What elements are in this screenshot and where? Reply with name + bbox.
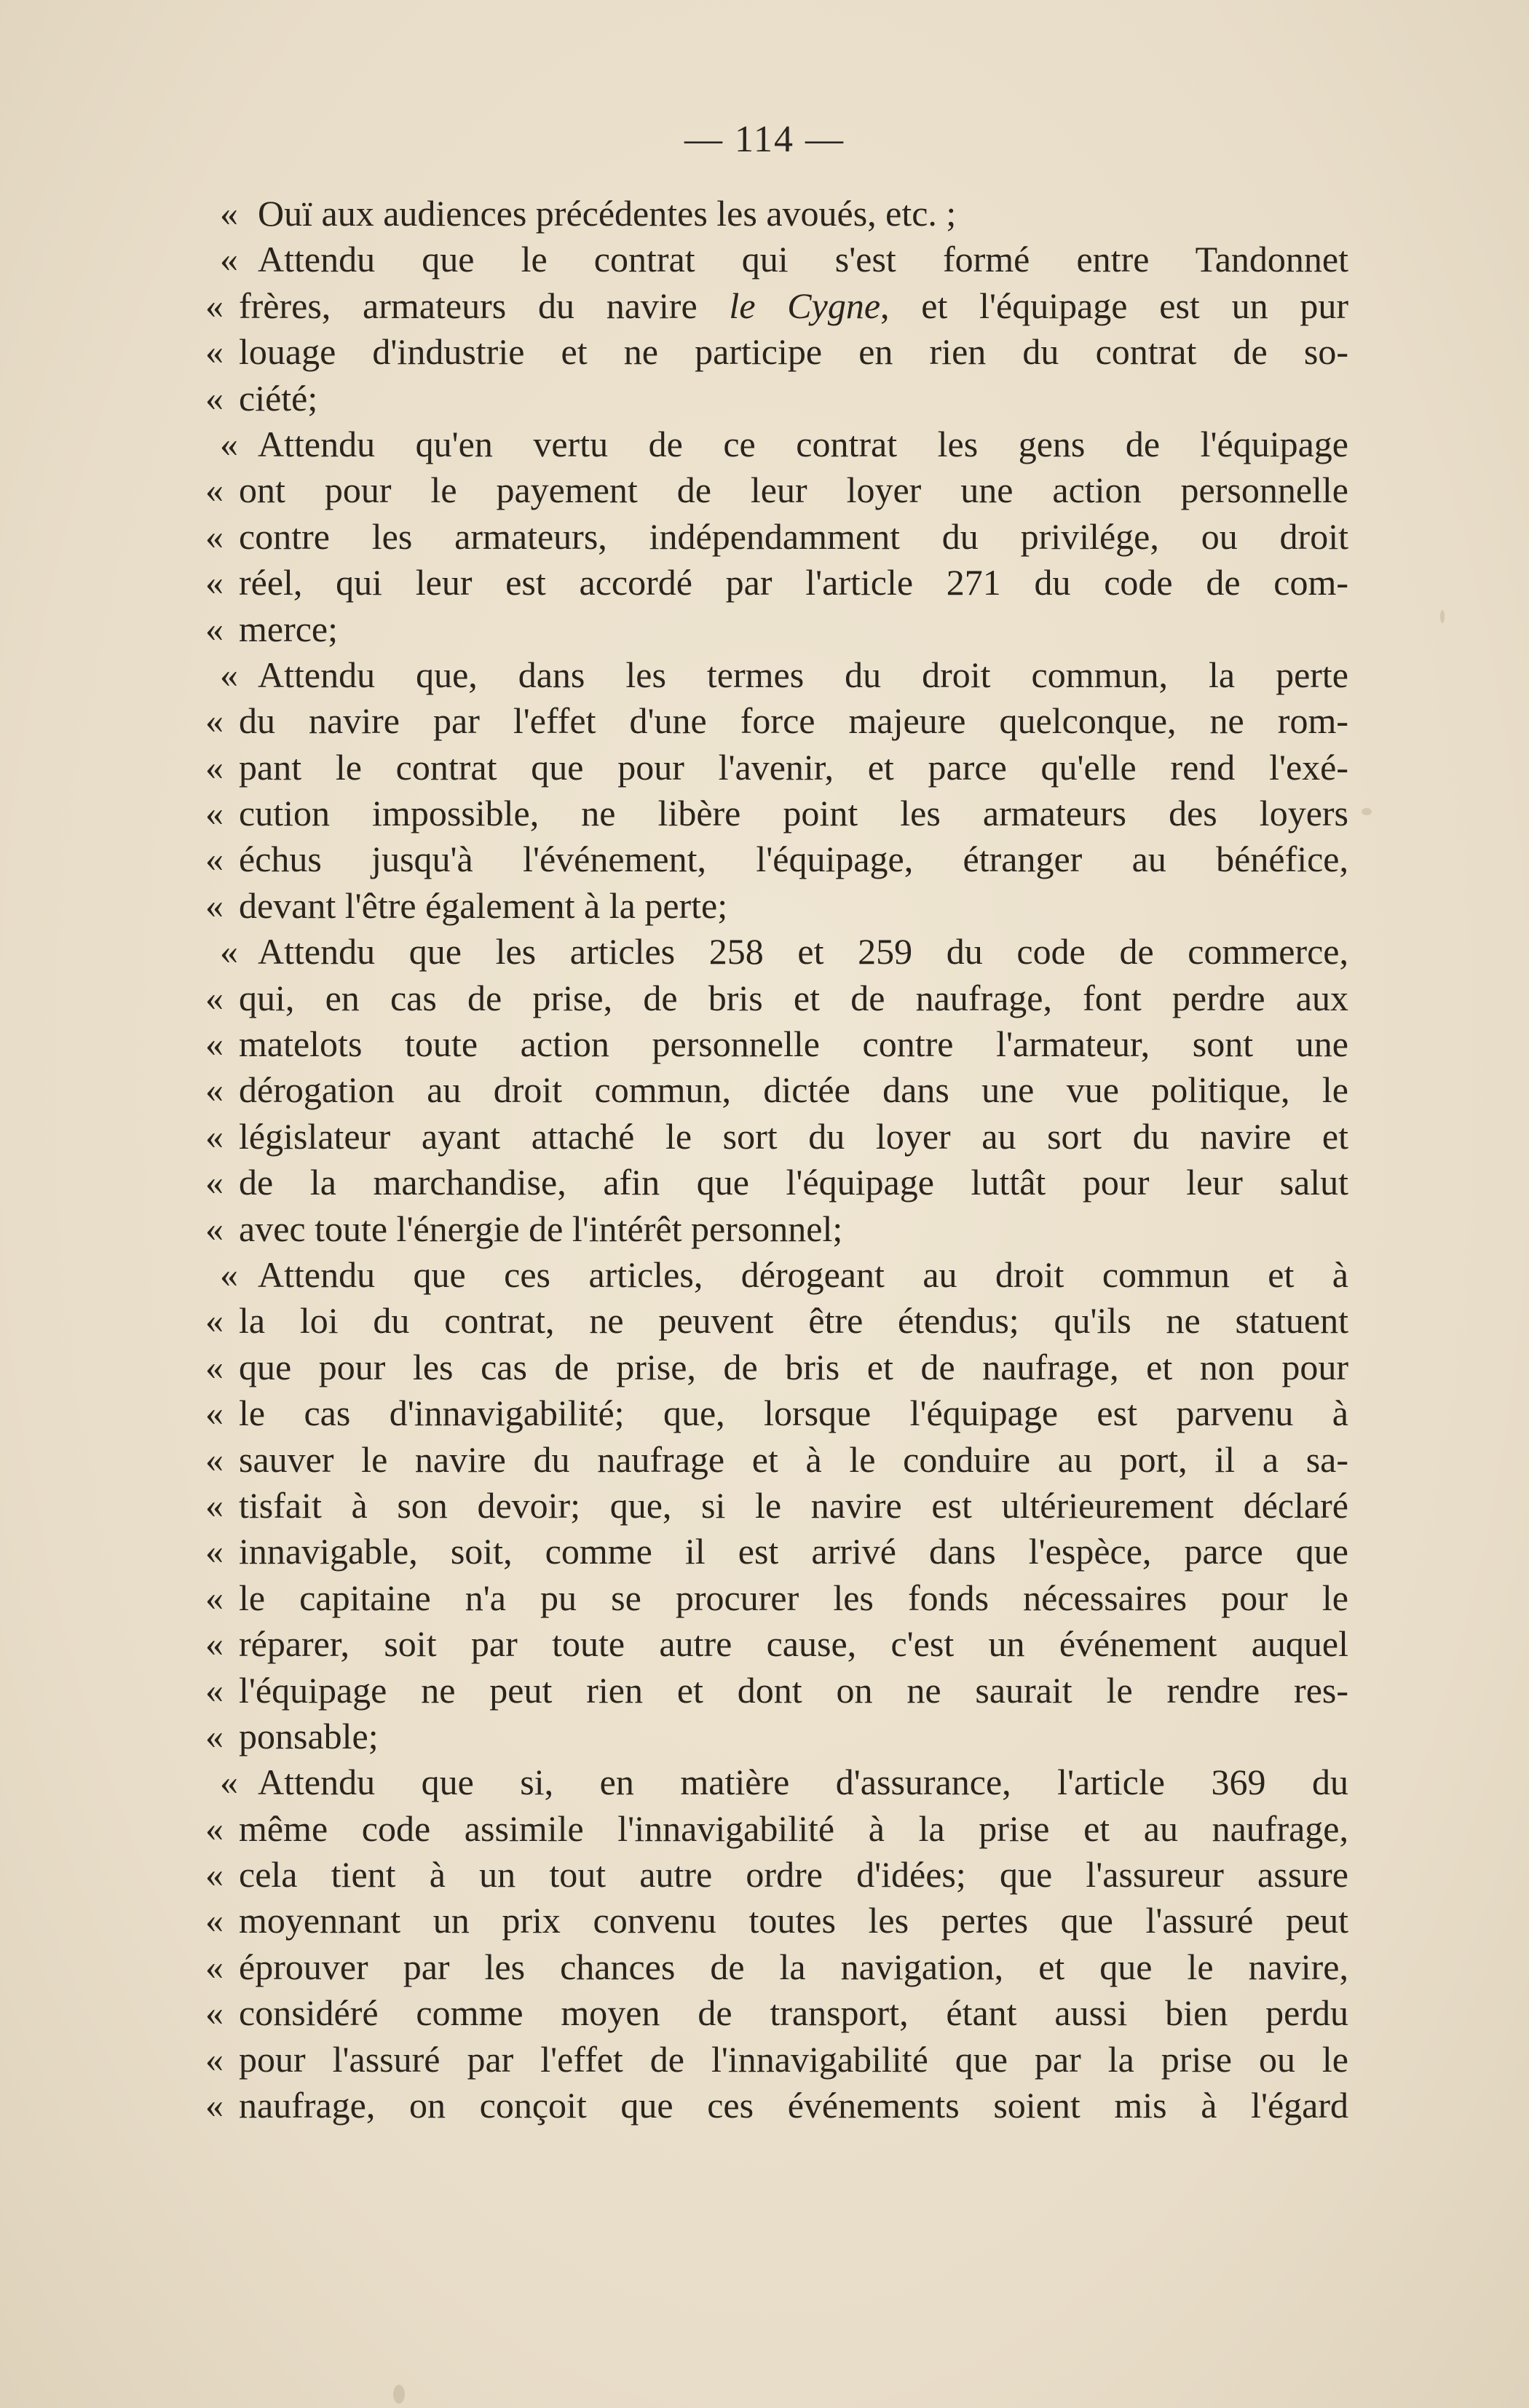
line-text: échus jusqu'à l'événement, l'équipage, étranger au bénéfice,: [239, 839, 1348, 880]
quote-mark: «: [205, 1946, 224, 1987]
quote-mark: «: [205, 1807, 224, 1849]
line-text: sauver le navire du naufrage et à le conduire au port, il a sa-: [239, 1438, 1348, 1480]
quote-mark: «: [220, 423, 238, 464]
line-text: du navire par l'effet d'une force majeure quelconque, ne rom-: [239, 700, 1348, 742]
text-line: [205, 836, 1348, 882]
text-line: [205, 1298, 1348, 1344]
text-line: [205, 1575, 1348, 1621]
line-text: pour l'assuré par l'effet de l'innavigabilité que par la prise ou le: [239, 2038, 1348, 2080]
line-text: réparer, soit par toute autre cause, c'est un événement auquel: [239, 1623, 1348, 1665]
line-text: qui, en cas de prise, de bris et de naufrage, font perdre aux: [239, 977, 1348, 1018]
text-line: [205, 1759, 1348, 1805]
line-text: législateur ayant attaché le sort du loyer au sort du navire et: [239, 1115, 1348, 1157]
text-line: [205, 1990, 1348, 2036]
text-line: [205, 698, 1348, 744]
line-text: le capitaine n'a pu se procurer les fonds nécessaires pour le: [239, 1577, 1348, 1618]
line-text: Attendu que les articles 258 et 259 du code de commerce,: [258, 931, 1348, 973]
quote-mark: «: [220, 931, 238, 973]
text-line: [205, 1944, 1348, 1990]
line-text: ponsable;: [239, 1715, 379, 1757]
text-line: [205, 283, 1348, 329]
text-line: [205, 1390, 1348, 1436]
quote-mark: «: [205, 1715, 224, 1757]
quote-mark: «: [205, 1438, 224, 1480]
paper-speck: [1440, 610, 1445, 623]
text-line: [205, 1529, 1348, 1575]
text-line: [205, 745, 1348, 791]
line-text: ciété;: [239, 377, 318, 419]
text-line: [205, 883, 1348, 929]
quote-mark: «: [205, 1162, 224, 1203]
quote-mark: «: [220, 1253, 238, 1295]
line-text: Attendu qu'en vertu de ce contrat les gens de l'équipage: [258, 423, 1348, 464]
text-line: [205, 1806, 1348, 1852]
quote-mark: «: [205, 1623, 224, 1665]
quote-mark: «: [205, 2038, 224, 2080]
quote-mark: «: [205, 1669, 224, 1711]
quote-mark: «: [205, 839, 224, 880]
text-line: [205, 1668, 1348, 1714]
line-text: frères, armateurs du navire le Cygne, et l'équipage est un pur: [239, 285, 1348, 326]
quote-mark: «: [205, 285, 224, 326]
text-line: [205, 1021, 1348, 1067]
line-text: de la marchandise, afin que l'équipage luttât pour leur salut: [239, 1162, 1348, 1203]
line-text: merce;: [239, 608, 339, 649]
text-line: [205, 1344, 1348, 1390]
text-line: [205, 560, 1348, 606]
quote-mark: «: [205, 884, 224, 926]
quote-mark: «: [205, 331, 224, 373]
text-line: [205, 1437, 1348, 1483]
quote-mark: «: [205, 1484, 224, 1526]
line-text: louage d'industrie et ne participe en rien du contrat de so-: [239, 331, 1348, 373]
quote-mark: «: [205, 515, 224, 557]
quote-mark: «: [205, 377, 224, 419]
line-text: Attendu que le contrat qui s'est formé entre Tandonnet: [258, 239, 1348, 280]
text-line: [205, 467, 1348, 513]
quote-mark: «: [205, 1115, 224, 1157]
line-text: le cas d'innavigabilité; que, lorsque l'équipage est parvenu à: [239, 1393, 1348, 1434]
quote-mark: «: [205, 700, 224, 742]
text-line: [205, 421, 1348, 467]
text-line: [205, 2083, 1348, 2128]
line-text: cela tient à un tout autre ordre d'idées; que l'assureur assure: [239, 1854, 1348, 1896]
quote-mark: «: [205, 1393, 224, 1434]
quote-mark: «: [205, 2085, 224, 2126]
line-text: tisfait à son devoir; que, si le navire est ultérieurement déclaré: [239, 1484, 1348, 1526]
text-line: [205, 329, 1348, 375]
text-line: [205, 1714, 1348, 1759]
line-text: moyennant un prix convenu toutes les pertes que l'assuré peut: [239, 1900, 1348, 1941]
line-text: Attendu que ces articles, dérogeant au droit commun et à: [258, 1253, 1348, 1295]
quote-mark: «: [205, 1069, 224, 1111]
text-line: [205, 975, 1348, 1021]
line-text: l'équipage ne peut rien et dont on ne saurait le rendre res-: [239, 1669, 1348, 1711]
text-line: [205, 1483, 1348, 1529]
text-line: [205, 191, 1348, 237]
line-text: même code assimile l'innavigabilité à la prise et au naufrage,: [239, 1807, 1348, 1849]
quote-mark: «: [205, 1300, 224, 1342]
paper-speck: [1362, 808, 1372, 815]
text-line: [205, 1160, 1348, 1205]
line-text: réel, qui leur est accordé par l'article 271 du code de com-: [239, 562, 1348, 603]
quote-mark: «: [220, 239, 238, 280]
line-text: cution impossible, ne libère point les armateurs des loyers: [239, 793, 1348, 834]
quote-mark: «: [205, 1346, 224, 1387]
quote-mark: «: [205, 1208, 224, 1249]
text-line: [205, 791, 1348, 836]
quote-mark: «: [205, 1992, 224, 2034]
quote-mark: «: [220, 654, 238, 695]
line-text: éprouver par les chances de la navigation, et que le navire,: [239, 1946, 1348, 1987]
text-line: [205, 1898, 1348, 1944]
line-text: Attendu que si, en matière d'assurance, l'article 369 du: [258, 1762, 1348, 1803]
text-line: [205, 514, 1348, 560]
text-line: [205, 929, 1348, 975]
quote-mark: «: [205, 470, 224, 511]
line-text: matelots toute action personnelle contre l'armateur, sont une: [239, 1023, 1348, 1065]
quote-mark: «: [205, 562, 224, 603]
line-text: dérogation au droit commun, dictée dans une vue politique, le: [239, 1069, 1348, 1111]
line-text: avec toute l'énergie de l'intérêt personnel;: [239, 1208, 843, 1249]
quote-mark: «: [205, 746, 224, 788]
text-line: [205, 1621, 1348, 1667]
text-line: [205, 1206, 1348, 1252]
quote-mark: «: [205, 1900, 224, 1941]
quote-mark: «: [205, 1577, 224, 1618]
line-text: Attendu que, dans les termes du droit commun, la perte: [258, 654, 1348, 695]
text-line: [205, 1252, 1348, 1298]
quote-mark: «: [205, 1854, 224, 1896]
ship-name: le Cygne: [729, 285, 881, 326]
line-text: Ouï aux audiences précédentes les avoués, etc. ;: [258, 193, 957, 234]
line-text: devant l'être également à la perte;: [239, 884, 728, 926]
quote-mark: «: [205, 608, 224, 649]
line-text: pant le contrat que pour l'avenir, et parce qu'elle rend l'exé-: [239, 746, 1348, 788]
text-line: [205, 1067, 1348, 1113]
text-line: [205, 237, 1348, 282]
quote-mark: «: [220, 193, 238, 234]
text-line: [205, 606, 1348, 652]
page-number: — 114 —: [684, 119, 845, 160]
quote-mark: «: [205, 1531, 224, 1572]
line-text: considéré comme moyen de transport, étant aussi bien perdu: [239, 1992, 1348, 2034]
line-text: contre les armateurs, indépendamment du privilége, ou droit: [239, 515, 1348, 557]
line-text: ont pour le payement de leur loyer une action personnelle: [239, 470, 1348, 511]
body-text: [205, 191, 1348, 2128]
text-line: [205, 652, 1348, 698]
text-line: [205, 2037, 1348, 2083]
line-text: la loi du contrat, ne peuvent être étendus; qu'ils ne statuent: [239, 1300, 1348, 1342]
text-line: [205, 1114, 1348, 1160]
text-line: [205, 1852, 1348, 1898]
line-text: que pour les cas de prise, de bris et de naufrage, et non pour: [239, 1346, 1348, 1387]
paper-speck: [393, 2385, 405, 2404]
quote-mark: «: [205, 793, 224, 834]
line-text: naufrage, on conçoit que ces événements soient mis à l'égard: [239, 2085, 1348, 2126]
quote-mark: «: [205, 977, 224, 1018]
quote-mark: «: [220, 1762, 238, 1803]
line-text: innavigable, soit, comme il est arrivé dans l'espèce, parce que: [239, 1531, 1348, 1572]
quote-mark: «: [205, 1023, 224, 1065]
text-line: [205, 376, 1348, 421]
